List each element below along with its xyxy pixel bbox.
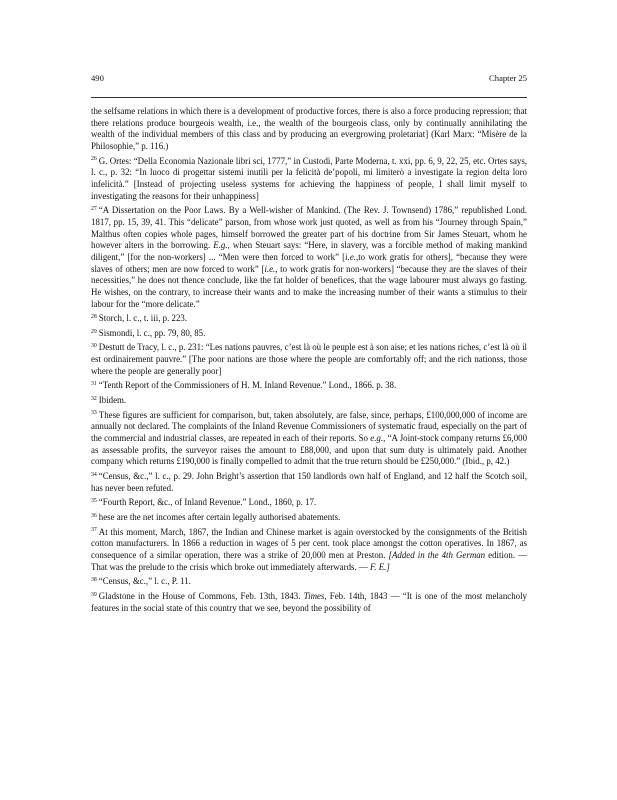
page-number: 490 — [91, 73, 104, 83]
footnote-continuation — [91, 106, 527, 153]
footnote-34 — [91, 471, 527, 494]
footnotes-body — [91, 106, 527, 617]
italic-text: Times, — [303, 590, 327, 601]
footnote-marker: 39 — [91, 591, 97, 598]
footnote-marker: 37 — [91, 527, 97, 534]
footnote-marker: 28 — [91, 313, 97, 320]
italic-text: i.e. — [264, 263, 276, 274]
footnote-35 — [91, 497, 527, 509]
footnote-29 — [91, 328, 527, 340]
footnote-text: Storch, l. c., t. iii, p. 223. — [98, 313, 188, 324]
footnote-text: These figures are sufficient for comparison, but, taken absolutely, are false, since, perhaps, £100,000,000 of income are annually not declared. The complaints of the Inland Revenue Commissioners of systematic fraud, especially on the part of the commercial and industrial classes, are repeated in each of their reports. So — [91, 409, 527, 444]
italic-text: F. E.] — [370, 561, 390, 572]
footnote-marker: 36 — [91, 512, 97, 519]
footnote-28 — [91, 313, 527, 325]
footnote-text: “Census, &c.,” l. c., P. 11. — [98, 576, 191, 587]
footnote-39 — [91, 591, 527, 614]
footnote-27 — [91, 205, 527, 310]
footnote-text: hese are the net incomes after certain legally authorised abatements. — [98, 512, 341, 522]
footnote-38 — [91, 576, 527, 588]
footnote-marker: 33 — [91, 410, 97, 417]
footnote-text: , “A Joint-stock company returns £6,000 as assessable profits, the surveyor raises the amount to £88,000, and upon that sum duty is ultimately paid. Another company which returns £190,000 is finally compelled to admit that the true return should be £250,000.” (Ibid., p, 42.) — [91, 433, 528, 467]
footnote-marker: 34 — [91, 471, 97, 478]
header-rule — [91, 97, 527, 98]
footnote-text: At this moment, March, 1867, the Indian and Chinese market is again overstocked by the consignments of the British cotton manufacturers. In 1866 a reduction in wages of 5 per cent. took place amongst the cotton operatives. In 1867, as consequence of a similar operation, there was a strike of 20,000 men at Preston. — [91, 526, 527, 560]
footnote-marker: 35 — [91, 498, 97, 505]
footnote-text: , when Steuart says: “Here, in slavery, was a forcible method of making mankind diligent,” [for the non-workers] ... “Men were then forced to work” [ — [91, 240, 527, 262]
footnote-text: Ibidem. — [98, 395, 127, 406]
footnote-marker: 26 — [91, 156, 97, 163]
footnote-marker: 31 — [91, 381, 97, 388]
footnote-text: , to work gratis for non-workers] “because they are the slaves of their necessities,” he does not thence conclude, like the fat holder of benefices, that the wage labourer must always go fasting. He wishes, on the contrary, to increase their wants and to make the increasing number of their wants a stimulus to their labour for the “more delicate.” — [91, 263, 527, 309]
footnote-marker: 29 — [91, 328, 97, 335]
footnote-text: “A Dissertation on the Poor Laws. By a Well-wisher of Mankind. (The Rev. J. Townsend) 1786,” republished Lond. 1817, pp. 15, 39, 41. This “delicate” parson, from whose work just quoted, as well as from his “Journey through Spain,” Malthus often copies whole pages, himself borrowed the greater part of his doctrine from Sir James Steuart, whom he however alters in the borrowing. — [91, 205, 527, 251]
footnote-36 — [91, 512, 527, 524]
footnote-marker: 38 — [91, 576, 97, 583]
footnote-text: Feb. 14th, 1843 — “It is one of the most melancholy features in the social state of this country that we see, beyond the possibility of — [91, 590, 527, 613]
footnote-32 — [91, 395, 527, 407]
footnote-31 — [91, 380, 527, 392]
footnote-33 — [91, 410, 527, 468]
footnote-text: Gladstone in the House of Commons, Feb. 13th, 1843. — [98, 590, 304, 601]
footnote-text: G. Ortes: “Della Economia Nazionale libri sci, 1777,” in Custodi, Parte Moderna, t. xxi, pp. 6, 9, 22, 25, etc. Ortes says, l. c., p. 32: “In luoco di progettar sistemi inutili per la felicità de’popoli, mi limiterò a investigate la region delta loro infelicità.” [Instead of projecting useless systems for achieving the happiness of people, I shall limit myself to investigating the reasons for their unhappiness] — [91, 155, 527, 201]
footnote-text: Destutt de Tracy, l. c., p. 231: “Les nations pauvres, c’est là où le peuple est à son aise; et les nations riches, c’est là où il est ordinairement pauvre.” [The poor nations are those where the people are comfortably off; and the rich nationss, those where the people are generally poor] — [91, 342, 527, 376]
italic-text: i.e. — [345, 251, 356, 262]
footnote-30 — [91, 342, 527, 377]
footnote-37 — [91, 527, 527, 574]
running-head-chapter: Chapter 25 — [489, 73, 527, 83]
footnote-26 — [91, 156, 527, 203]
footnote-text: ,to work gratis for others], “because they were slaves of others; men are now forced to work” [ — [91, 251, 527, 274]
page-header — [91, 72, 527, 86]
footnote-marker: 32 — [91, 395, 97, 402]
italic-text: [Added in the 4th German — [388, 549, 486, 560]
footnote-marker: 30 — [91, 343, 97, 350]
footnote-text: “Census, &c.,” l. c., p. 29. John Bright’s assertion that 150 landlords own half of England, and 12 half the Scotch soil, has never been refuted. — [91, 471, 527, 493]
footnote-text: “Fourth Report, &c., of Inland Revenue.” Lond., 1860, p. 17. — [98, 497, 317, 508]
footnote-text: Sismondi, l. c., pp. 79, 80, 85. — [98, 327, 206, 338]
italic-text: e.g. — [370, 433, 384, 444]
footnote-text: “Tenth Report of the Commissioners of H. M. Inland Revenue.” Lond., 1866. p. 38. — [98, 380, 397, 391]
footnote-marker: 27 — [91, 205, 97, 212]
footnote-text: the selfsame relations in which there is a development of productive forces, there is also a force producing repression; that there relations produce bourgeois wealth, i.e., the wealth of the bourgeois class, only by continually annihilating the wealth of the individual members of this class and by producing an evergrowing proletariat] (Karl Marx: “Misère de la Philosophie,” p. 116.) — [91, 106, 527, 151]
italic-text: E.g. — [213, 240, 228, 251]
footnote-text: edition. — That was the prelude to the crisis which broke out immediately afterwards. — — [91, 549, 527, 572]
